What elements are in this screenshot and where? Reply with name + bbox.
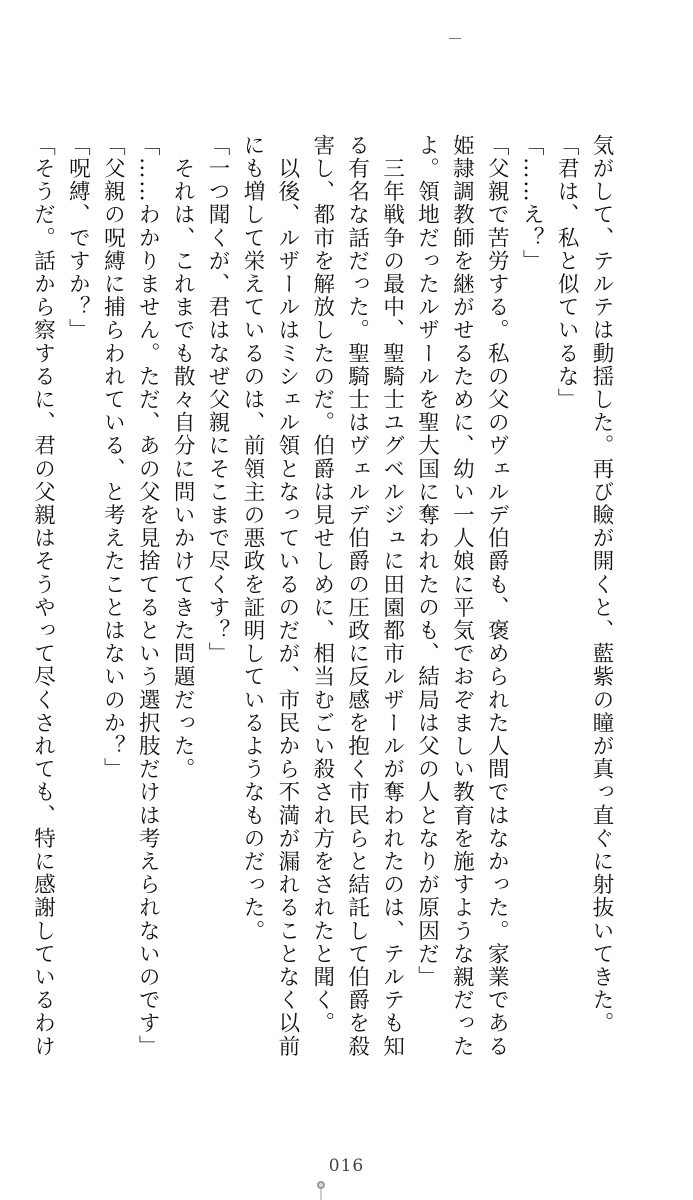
page-number: 016: [328, 1156, 365, 1176]
text-line: それは、これまでも散々自分に問いかけてきた問題だった。: [170, 134, 196, 781]
text-line: 姫隷調教師を継がせるために、幼い一人娘に平気でおぞましい教育を施すような親だった: [449, 134, 475, 1058]
text-line: 「……え？」: [519, 134, 545, 273]
text-line: 「父親の呪縛に捕らわれている、と考えたことはないのか？」: [100, 134, 126, 781]
text-line: にも増して栄えているのは、前領主の悪政を証明しているようなものだった。: [239, 134, 265, 943]
text-line: る有名な話だった。聖騎士はヴェルデ伯爵の圧政に反感を抱く市民らと結託して伯爵を殺: [344, 134, 370, 1058]
text-line: 「君は、私と似ているな」: [554, 134, 580, 412]
text-line: 三年戦争の最中、聖騎士ユグベルジュに田園都市ルザールが奪われたのは、テルテも知: [379, 134, 405, 1058]
text-line: 気がして、テルテは動揺した。再び瞼が開くと、藍紫の瞳が真っ直ぐに射抜いてきた。: [589, 134, 614, 1035]
page-ornament-icon: [316, 1180, 326, 1200]
text-line: 「呪縛、ですか？」: [65, 134, 91, 342]
text-line: 「一つ聞くが、君はなぜ父親にそこまで尽くす？」: [205, 134, 231, 666]
text-line: 以後、ルザールはミシェル領となっているのだが、市民から不満が漏れることなく以前: [274, 134, 300, 1058]
text-line: 「……わかりません。ただ、あの父を見捨てるという選択肢だけは考えられないのです」: [135, 134, 161, 1058]
text-line: 「そうだ。話から察するに、君の父親はそうやって尽くされても、特に感謝しているわけ: [30, 134, 56, 1058]
text-line: 害し、都市を解放したのだ。伯爵は見せしめに、相当むごい殺され方をされたと聞く。: [309, 134, 335, 1035]
top-mark: [449, 38, 461, 39]
text-line: よ。領地だったルザールを聖大国に奪われたのも、結局は父の人となりが原因だ」: [414, 134, 440, 989]
text-line: 「父親で苦労する。私の父のヴェルデ伯爵も、褒められた人間ではなかった。家業である: [484, 134, 510, 1058]
vertical-text-body: [30, 134, 618, 1058]
